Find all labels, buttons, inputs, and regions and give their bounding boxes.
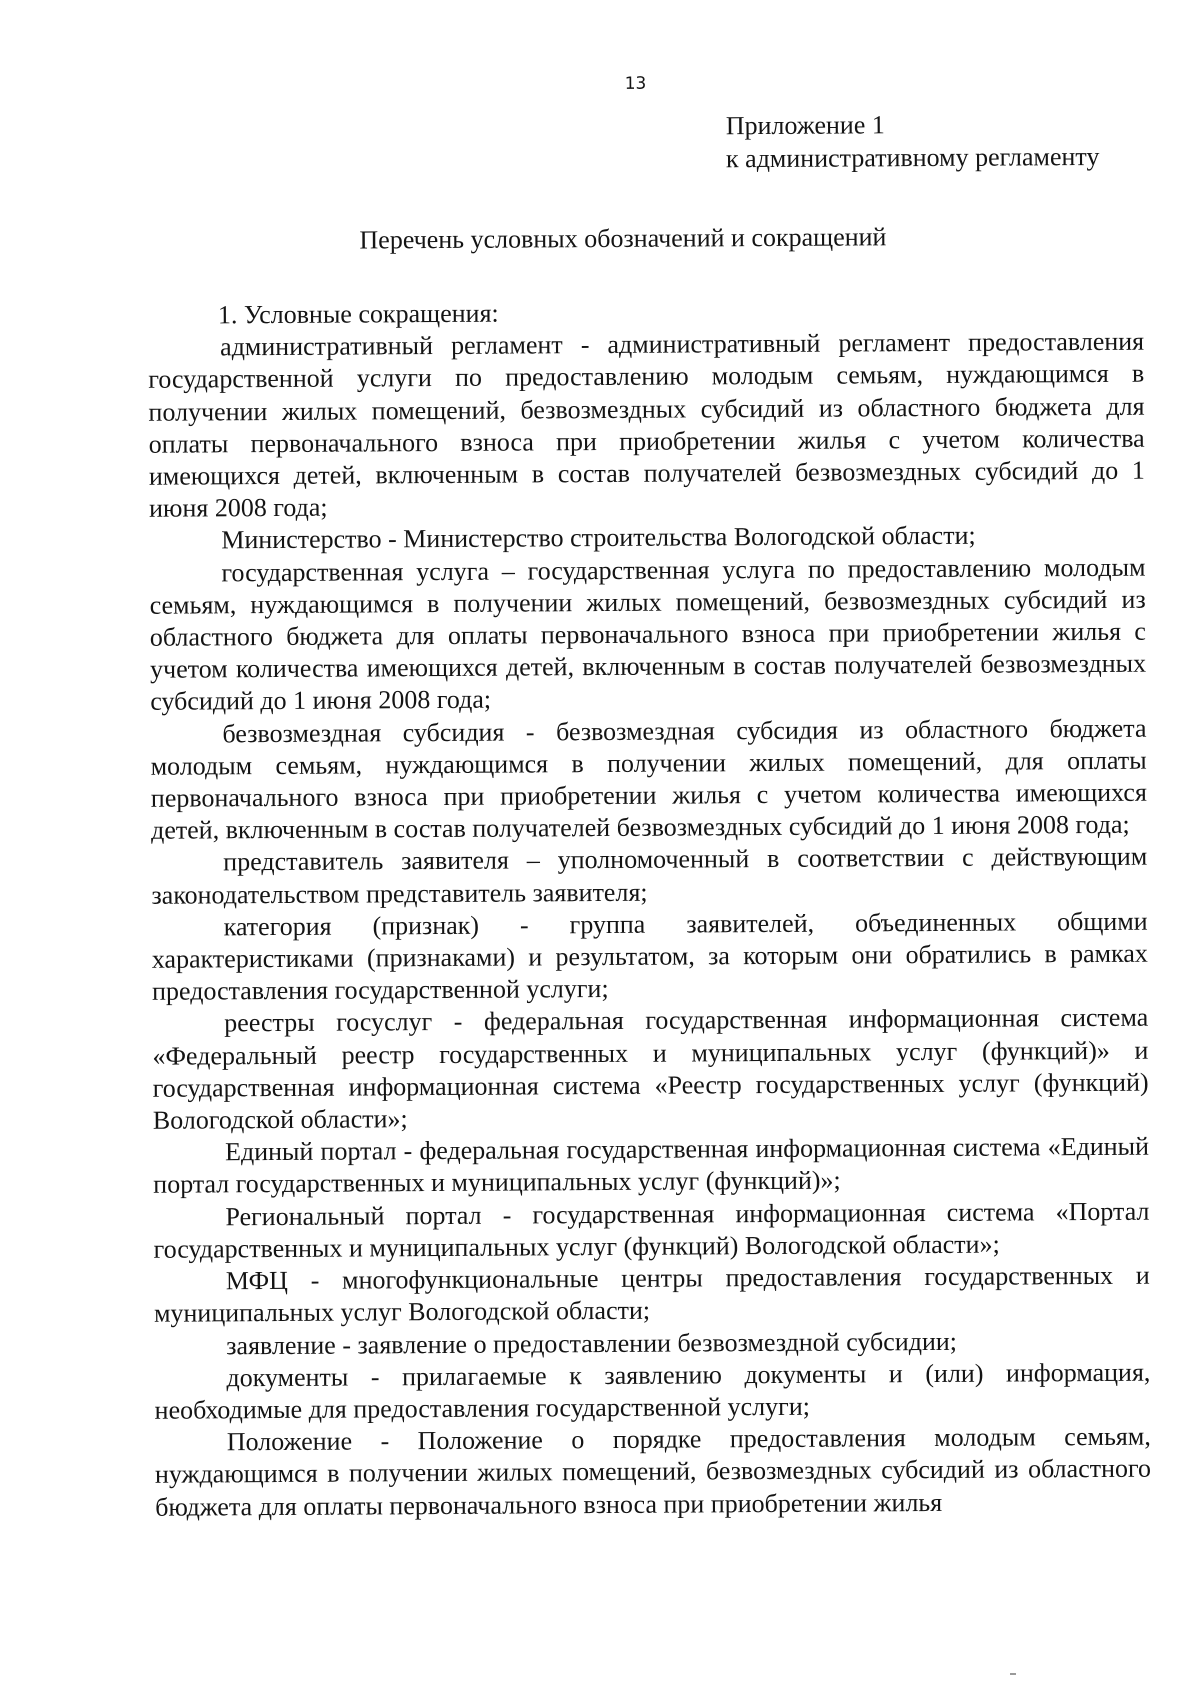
definition-free-subsidy: безвозмездная субсидия - безвозмездная субсидия из областного бюджета молодым семьям, нуждающимся в получении жилых помещений, для оплаты первоначального взноса при приобретении жилья с учетом количества имеющихся детей, включенным в состав получателей безвозмездных субсидий до 1 июня 2008 года; (150, 713, 1147, 846)
definition-administrative-regulation: административный регламент - административный регламент предоставления государственной услуги по предоставлению молодым семьям, нуждающимся в получении жилых помещений, безвозмездных субсидий из областного бюджета для оплаты первоначального взноса при приобретении жилья с учетом количества имеющихся детей, включенным в состав получателей безвозмездных субсидий до 1 июня 2008 года; (148, 326, 1145, 523)
definition-category: категория (признак) - группа заявителей, объединенных общими характеристиками (признаками) и результатом, за которым они обратились в рамках предоставления государственной услуги; (151, 906, 1148, 1007)
scan-artifact (1010, 1673, 1016, 1675)
definition-ministry: Министерство - Министерство строительства Вологодской области; (221, 521, 976, 555)
section-heading: 1. Условные сокращения: (217, 298, 499, 330)
definition-state-service: государственная услуга – государственная услуга по предоставлению молодым семьям, нуждающимся в получении жилых помещений, безвозмездных субсидий из областного бюджета для оплаты первоначального взноса при приобретении жилья с учетом количества имеющихся детей, включенным в состав получателей безвозмездных субсидий до 1 июня 2008 года; (149, 552, 1147, 717)
page-number: 13 (624, 73, 647, 94)
appendix-header (726, 107, 1100, 175)
document-title: Перечень условных обозначений и сокращений (359, 222, 887, 255)
definition-mfc: МФЦ - многофункциональные центры предоставления государственных и муниципальных услуг Вологодской области; (153, 1260, 1150, 1329)
appendix-reference: к административному регламенту (725, 141, 1100, 174)
definition-documents: документы - прилагаемые к заявлению документы и (или) информация, необходимые для предоставления государственной услуги; (154, 1357, 1151, 1425)
document-body (148, 294, 1151, 1524)
definition-application: заявление - заявление о предоставлении безвозмездной субсидии; (226, 1326, 958, 1360)
appendix-label: Приложение 1 (725, 110, 885, 141)
definition-applicant-representative: представитель заявителя – уполномоченный в соответствии с действующим законодательством представитель заявителя; (151, 842, 1148, 910)
definition-regulation-provision: Положение - Положение о порядке предоставления молодым семьям, нуждающимся в получении жилых помещений, безвозмездных субсидий из областного бюджета для оплаты первоначального взноса при приобретении жилья (154, 1421, 1152, 1522)
definition-service-registries: реестры госуслуг - федеральная государственная информационная система «Федеральный реестр государственных и муниципальных услуг (функций)» и государственная информационная система «Реестр государственных услуг (функций) Вологодской области»; (152, 1003, 1149, 1135)
definition-unified-portal: Единый портал - федеральная государственная информационная система «Единый портал государственных и муниципальных услуг (функций)»; (153, 1131, 1150, 1200)
definition-regional-portal: Региональный портал - государственная информационная система «Портал государственных и муниципальных услуг (функций) Вологодской области»; (153, 1196, 1150, 1264)
